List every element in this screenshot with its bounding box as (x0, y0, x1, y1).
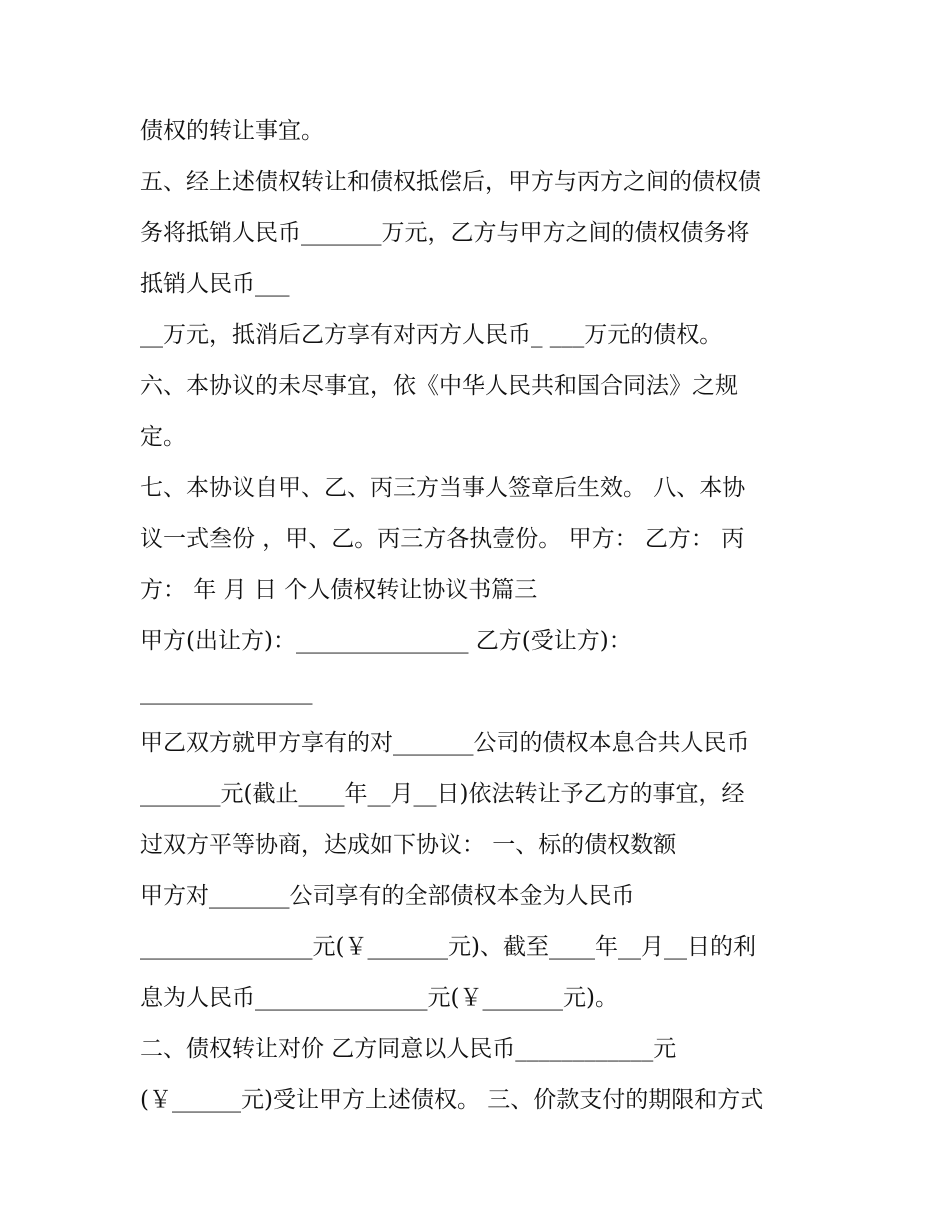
text-line: _______元(截止____年__月__日)依法转让予乙方的事宜，经 (140, 781, 745, 807)
text-line: 务将抵销人民币_______万元，乙方与甲方之间的债权债务将 (140, 220, 750, 246)
text-line: 息为人民币_______________元(￥_______元)。 (140, 985, 618, 1011)
text-line: (￥______元)受让甲方上述债权。 三、价款支付的期限和方式 (140, 1087, 764, 1113)
text-line: _______________元(￥_______元)、截至____年__月__日的利 (140, 934, 756, 960)
text-line: 七、本协议自甲、乙、丙三方当事人签章后生效。 八、本协 (140, 475, 746, 501)
text-line: 方： 年 月 日 个人债权转让协议书篇三 (140, 577, 538, 603)
text-line: 议一式叁份 ，甲、乙。丙三方各执壹份。 甲方： 乙方： 丙 (140, 526, 745, 552)
text-line: _______________ (140, 679, 313, 705)
text-line: 过双方平等协商，达成如下协议： 一、标的债权数额 (140, 832, 677, 858)
document-body (140, 106, 820, 1126)
text-line: 甲方对_______公司享有的全部债权本金为人民币 (140, 883, 635, 909)
text-line: __万元，抵消后乙方享有对丙方人民币_ ___万元的债权。 (140, 322, 723, 348)
text-line: 定。 (140, 424, 186, 450)
text-line: 六、本协议的未尽事宜，依《中华人民共和国合同法》之规 (140, 373, 738, 399)
text-line: 甲方(出让方)：_______________ 乙方(受让方)： (140, 628, 632, 654)
text-line: 二、债权转让对价 乙方同意以人民币____________元 (140, 1036, 677, 1062)
text-line: 五、经上述债权转让和债权抵偿后，甲方与丙方之间的债权债 (140, 169, 761, 195)
text-line: 债权的转让事宜。 (140, 118, 324, 144)
text-line: 甲乙双方就甲方享有的对_______公司的债权本息合共人民币 (140, 730, 750, 756)
text-line: 抵销人民币___ (140, 271, 290, 297)
